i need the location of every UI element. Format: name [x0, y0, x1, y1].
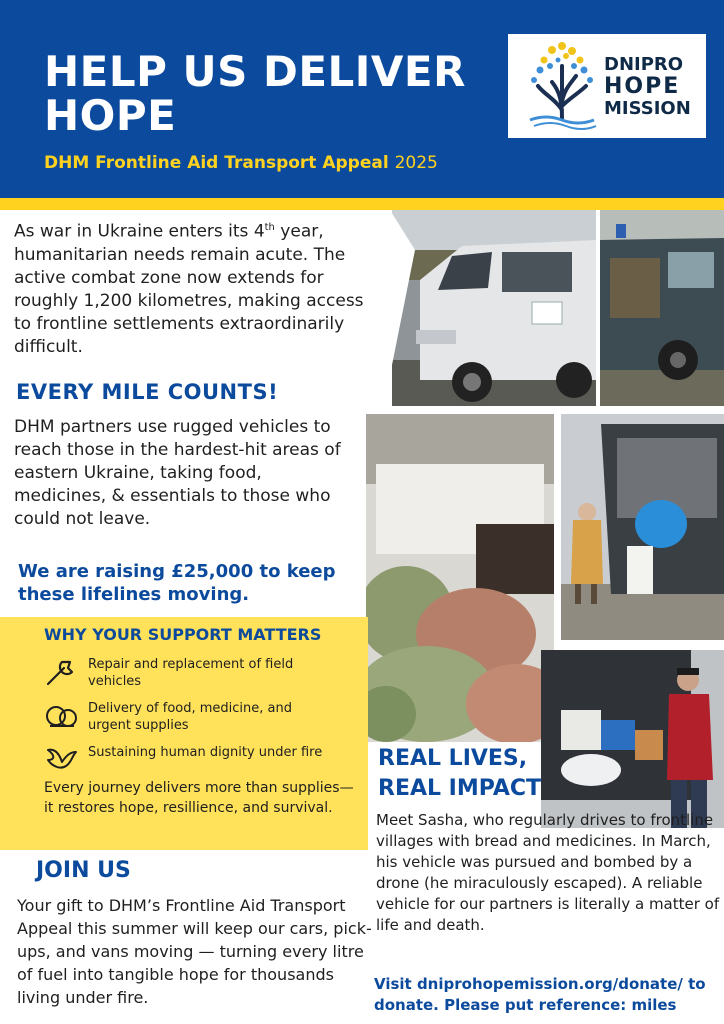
- join-us-paragraph: Your gift to DHM’s Frontline Aid Transport Appeal this summer will keep our cars, pick-ups, and vans moving — turning every litre of fuel into tangible hope for thousands living under fire.: [17, 896, 372, 1007]
- intro-superscript: th: [264, 222, 275, 233]
- intro-text-start: As war in Ukraine enters its 4: [14, 221, 265, 242]
- support-heading: WHY YOUR SUPPORT MATTERS: [44, 625, 322, 644]
- subtitle-year: 2025: [394, 153, 438, 173]
- dove-icon: [44, 742, 80, 772]
- support-item-text: Delivery of food, medicine, and urgent supplies: [88, 701, 293, 733]
- logo-wordmark: [604, 54, 691, 120]
- support-item-text: Sustaining human dignity under fire: [88, 745, 323, 760]
- intro-text-end: year, humanitarian needs remain acute. The active combat zone now extends for roughly 1,200 kilometres, making access to frontline settlements extraordinarily difficult.: [14, 221, 364, 357]
- support-item-vehicles: [44, 656, 344, 692]
- page-title: HELP US DELIVER HOPE: [44, 47, 466, 140]
- sasha-story-paragraph: Meet Sasha, who regularly drives to frontline villages with bread and medicines. In March, his vehicle was pursued and bombed by a drone (he miraculously escaped). A reliable vehicle for our partners is literally a matter of life and death.: [376, 811, 720, 934]
- logo-line-dnipro: DNIPRO: [604, 54, 684, 75]
- dhm-logo: [508, 34, 706, 138]
- appeal-subtitle: [44, 153, 438, 173]
- journey-paragraph: Every journey delivers more than supplies—it restores hope, resillience, and survival.: [44, 780, 354, 816]
- support-item-delivery: [44, 700, 344, 736]
- intro-paragraph: [14, 216, 384, 359]
- wrench-icon: [44, 656, 80, 688]
- photo-woman-by-van: [561, 414, 724, 640]
- every-mile-heading: EVERY MILE COUNTS!: [16, 380, 279, 404]
- support-item-dignity: [44, 742, 344, 772]
- fundraising-goal: We are raising £25,000 to keep these lifelines moving.: [18, 561, 336, 605]
- donate-link-text[interactable]: Visit dniprohopemission.org/donate/ to donate. Please put reference: miles: [374, 975, 706, 1014]
- logo-line-mission: MISSION: [604, 98, 691, 119]
- header-banner: [0, 0, 724, 198]
- photo-white-van: [392, 210, 596, 406]
- tree-logo-icon: [522, 40, 600, 132]
- photo-potato-sacks: [366, 414, 554, 742]
- real-lives-heading: REAL LIVES, REAL IMPACT: [378, 746, 542, 801]
- yellow-divider: [0, 198, 724, 210]
- food-icon: [44, 700, 80, 732]
- subtitle-text: DHM Frontline Aid Transport Appeal: [44, 153, 389, 173]
- partners-paragraph: DHM partners use rugged vehicles to reach those in the hardest-hit areas of eastern Ukraine, taking food, medicines, & essentials to those who could not leave.: [14, 417, 341, 529]
- logo-line-hope: HOPE: [604, 74, 681, 99]
- join-us-heading: JOIN US: [36, 858, 131, 883]
- support-item-text: Repair and replacement of field vehicles: [88, 657, 294, 689]
- photo-dark-van: [600, 210, 724, 406]
- photo-sasha-with-aid: [541, 650, 724, 828]
